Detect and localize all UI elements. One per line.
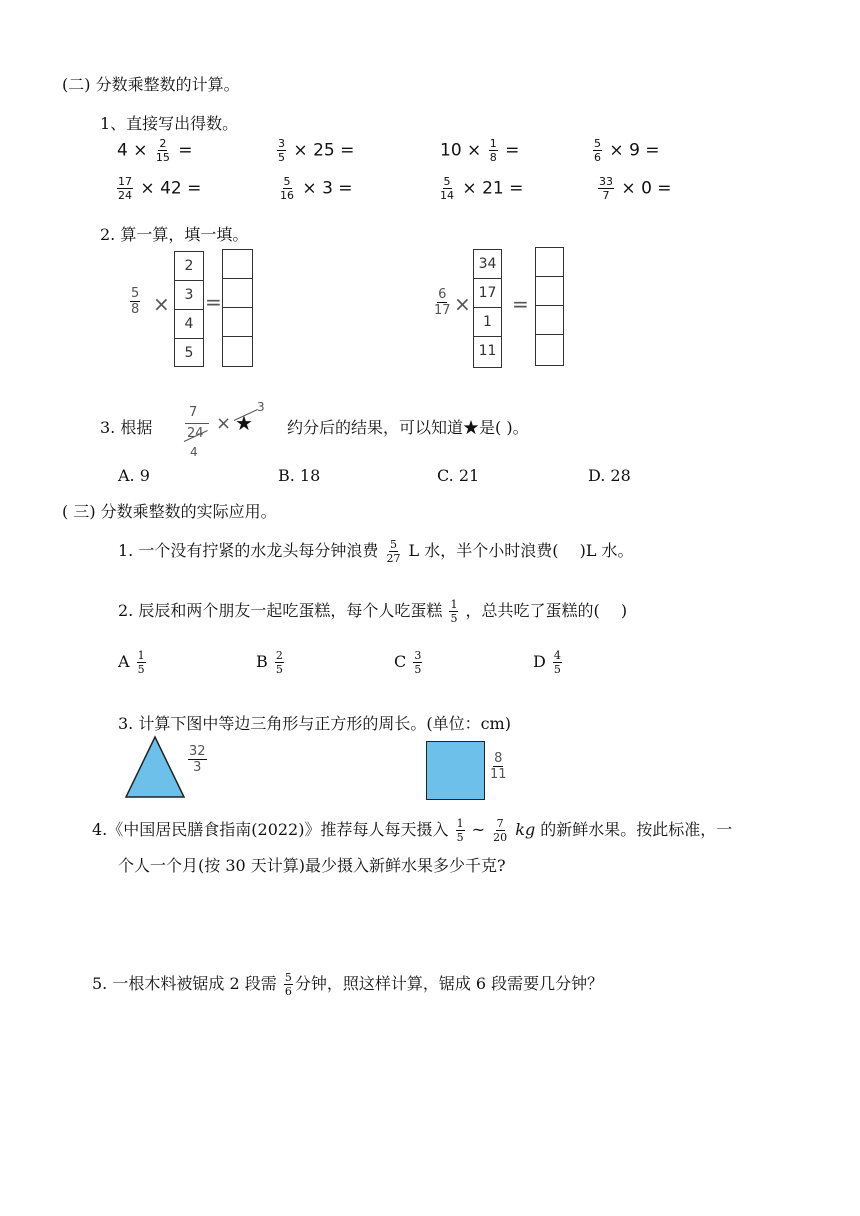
calc-item-3: 10 × $\frac{1}{8}$ = [440,137,520,164]
q2-right-factor-cell: 1 [474,308,501,337]
q2-right-answer-cell[interactable] [536,335,563,363]
q2-left-answer-column [222,249,253,367]
calc-item-4: $\frac{5}{6}$ × 9 = [594,137,660,164]
s3-q2-option-a[interactable]: A $\frac{1}{5}$ [118,649,145,676]
q3-text: 约分后的结果，可以知道★是( )。 [287,418,529,437]
q2-right-factor-column [473,249,502,368]
q2-right-answer-column [535,247,564,366]
q2-right-equals: = [512,292,529,316]
q2-left-answer-cell[interactable] [223,337,252,365]
s3-q2-option-d[interactable]: D $\frac{4}{5}$ [533,649,561,676]
q2-left-fraction: $\frac{5}{8}$ [131,286,140,317]
s3-q5: 5. 一根木料被锯成 2 段需 $\frac{5}{6}$ 分钟，照这样计算，锯成 6 段需要几分钟？ [92,971,604,998]
s3-q1: 1. 一个没有拧紧的水龙头每分钟浪费 $\frac{5}{27}$ L 水，半个小时浪费( )L 水。 [118,538,634,565]
q2-left-factor-cell: 5 [184,345,194,361]
s3-q4-line1: 4.《中国居民膳食指南(2022)》推荐每人每天摄入 $\frac{1}{5}$ ~ $\frac{7}{20}$ kg 的新鲜水果。按此标准，一 [92,817,733,844]
square-shape [426,741,485,800]
square-side-label: $\frac{8}{11}$ [490,751,507,782]
q2-left-factor-cell: 2 [175,252,203,281]
section3-title: ( 三) 分数乘整数的实际应用。 [62,502,277,521]
q2-right-factor-cell: 11 [478,343,497,359]
q2-right-answer-cell[interactable] [536,248,563,277]
q3-option-d[interactable]: D. 28 [588,466,631,485]
q2-right-factor-cell: 34 [474,250,501,279]
q2-left-answer-cell[interactable] [223,308,252,337]
q2-left-answer-cell[interactable] [223,250,252,279]
q2-right-answer-cell[interactable] [536,306,563,335]
q2-right-fraction: $\frac{6}{17}$ [434,287,451,318]
q2-right-answer-cell[interactable] [536,277,563,306]
calc-item-8: $\frac{33}{7}$ × 0 = [599,175,672,202]
calc-item-6: $\frac{5}{16}$ × 3 = [280,175,353,202]
triangle-side-label: $\frac{32}{3}$ [189,744,206,775]
q3-option-a[interactable]: A. 9 [118,466,150,485]
calc-item-7: $\frac{5}{14}$ × 21 = [440,175,524,202]
q3-label: 3. 根据 [100,418,153,437]
equilateral-triangle [124,735,186,799]
q2-label: 2. 算一算，填一填。 [100,225,249,244]
q2-left-equals: = [205,290,222,314]
q3-option-b[interactable]: B. 18 [278,466,321,485]
s3-q2: 2. 辰辰和两个朋友一起吃蛋糕，每个人吃蛋糕 $\frac{1}{5}$ ，总共吃了蛋糕的( ) [118,598,628,625]
q2-right-factor-cell: 17 [474,279,501,308]
q2-left-factor-cell: 4 [175,310,203,339]
s3-q4-line2: 个人一个月(按 30 天计算)最少摄入新鲜水果多少千克? [118,856,506,875]
calc-item-2: $\frac{3}{5}$ × 25 = [278,137,355,164]
q2-right-times: × [454,292,471,316]
section2-title: (二) 分数乘整数的计算。 [62,75,240,94]
calc-item-5: $\frac{17}{24}$ × 42 = [118,175,202,202]
q2-left-times: × [153,292,170,316]
s3-q2-option-b[interactable]: B $\frac{2}{5}$ [256,649,283,676]
q2-left-factor-cell: 3 [175,281,203,310]
q3-crossout-figure: 7 24 4 × ★ 3 [184,403,274,463]
q3-option-c[interactable]: C. 21 [437,466,480,485]
s3-q3-text: 3. 计算下图中等边三角形与正方形的周长。(单位：cm) [118,714,511,733]
s3-q2-option-c[interactable]: C $\frac{3}{5}$ [394,649,422,676]
q2-left-factor-column [174,251,204,367]
q2-left-answer-cell[interactable] [223,279,252,308]
calc-item-1: 4 × $\frac{2}{15}$ = [117,137,193,164]
q1-label: 1、直接写出得数。 [100,114,239,133]
star-icon: ★ [235,411,253,435]
